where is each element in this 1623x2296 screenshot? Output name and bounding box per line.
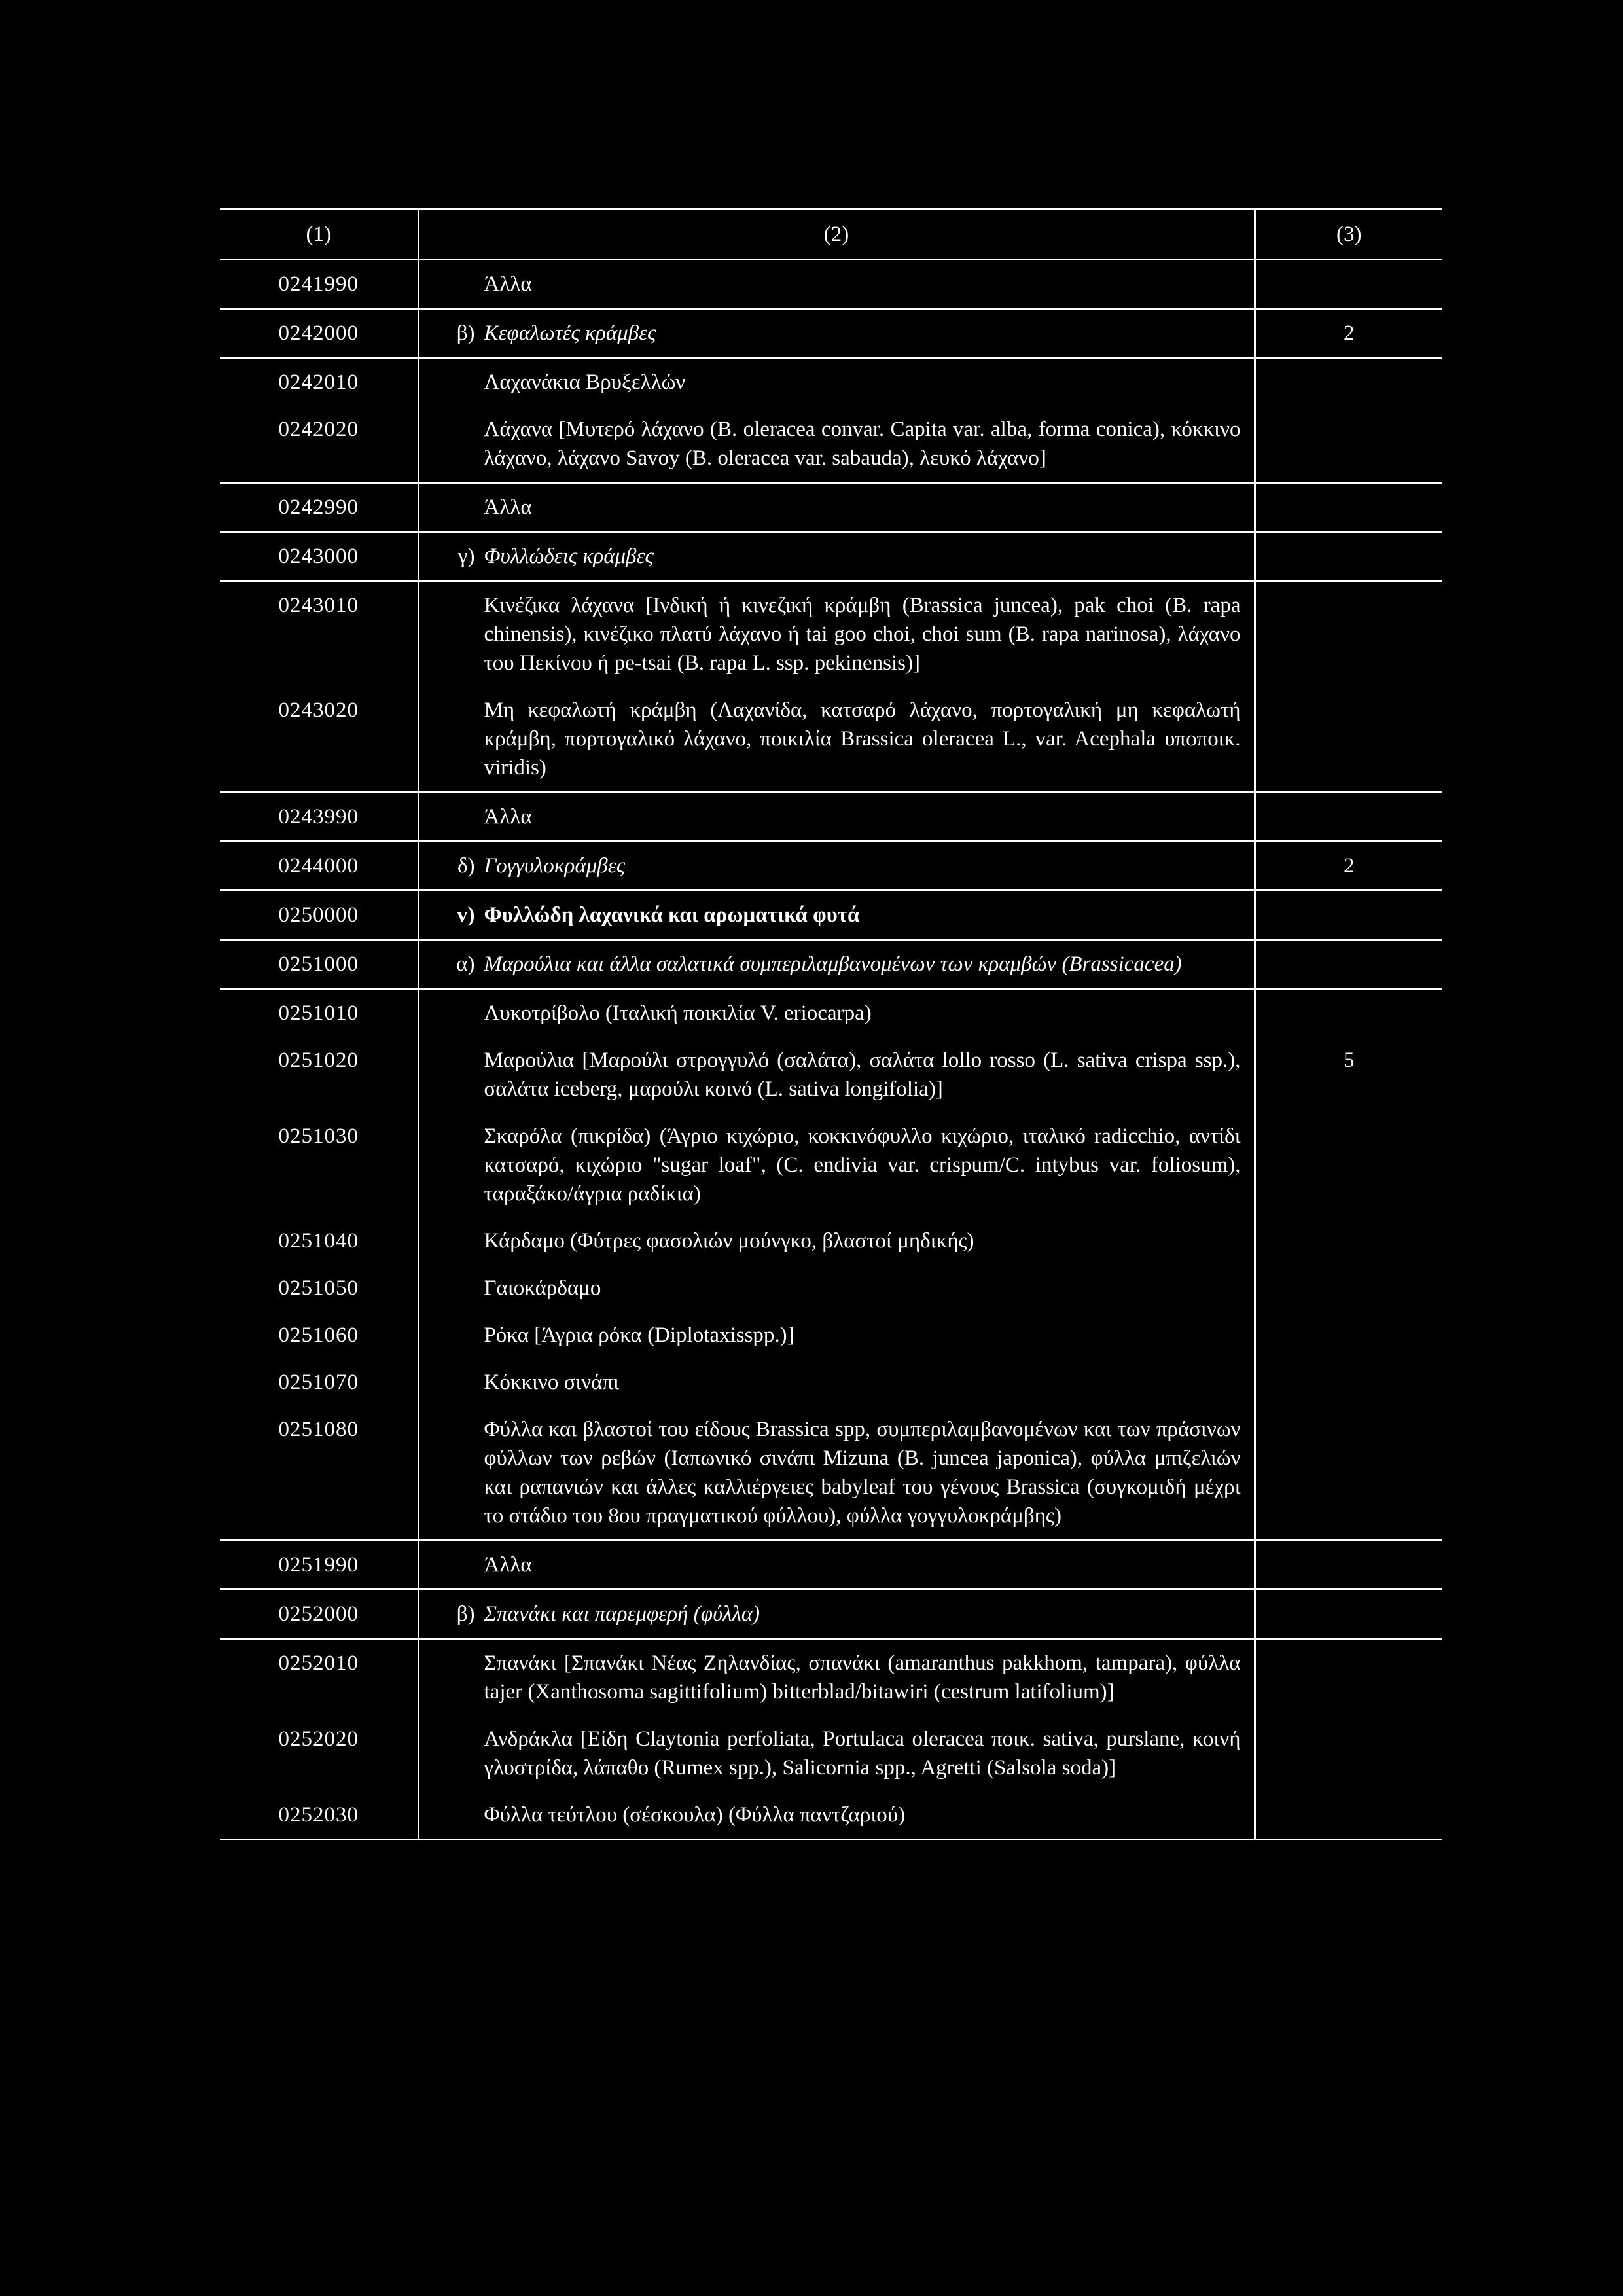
reference-number: 5 <box>1344 1049 1355 1072</box>
header-col-1: (1) <box>220 209 418 260</box>
reference-number <box>1255 1541 1442 1590</box>
product-description: Κόκκινο σινάπι <box>484 1371 620 1394</box>
item-marker: α) <box>456 952 475 976</box>
product-description-cell <box>418 1406 1255 1541</box>
reference-number <box>1255 1312 1442 1359</box>
table-row <box>220 483 1442 532</box>
table-row <box>220 1590 1442 1639</box>
product-description: Λαχανάκια Βρυξελλών <box>484 370 686 394</box>
product-code: 0242000 <box>220 309 418 358</box>
table-row <box>220 1113 1442 1217</box>
product-description: Λάχανα [Μυτερό λάχανο (B. oleracea convar. Capita var. alba, forma conica), κόκκινο λάχανο, λάχανο Savoy (B. oleracea var. sabauda), λευκό λάχανο] <box>484 418 1241 470</box>
table-row <box>220 1217 1442 1265</box>
reference-number <box>1255 581 1442 687</box>
reference-number <box>1255 1265 1442 1312</box>
item-marker <box>419 591 484 677</box>
table-row <box>220 687 1442 793</box>
reference-number <box>1255 940 1442 989</box>
product-description-cell <box>418 940 1255 989</box>
product-description: Σπανάκι και παρεμφερή (φύλλα) <box>484 1602 760 1626</box>
product-description: Φύλλα και βλαστοί του είδους Brassica spp, συμπεριλαμβανομένων και των πράσινων φύλλων των ρεβών (Ιαπωνικό σινάπι Mizuna (B. juncea japonica), φύλλα μπιζελιών και ραπανιών και άλλες καλλιέργειες babyleaf του γένους Brassica (συγκομιδή μέχρι το στάδιο του 8ου πραγματικού φύλλου), φύλλα γογγυλοκράμβης) <box>484 1418 1241 1528</box>
table-row <box>220 842 1442 891</box>
item-marker <box>419 493 484 522</box>
product-code: 0251060 <box>220 1312 418 1359</box>
reference-number <box>1255 532 1442 581</box>
item-marker <box>419 1046 484 1103</box>
table-row <box>220 1541 1442 1590</box>
product-code: 0252020 <box>220 1715 418 1791</box>
header-col-3: (3) <box>1255 209 1442 260</box>
table-row <box>220 1406 1442 1541</box>
reference-number <box>1255 989 1442 1037</box>
product-code: 0244000 <box>220 842 418 891</box>
product-code-table <box>220 208 1442 1840</box>
product-description-cell <box>418 793 1255 842</box>
product-description-cell <box>418 1541 1255 1590</box>
table-row <box>220 1037 1442 1113</box>
header-col-2: (2) <box>418 209 1255 260</box>
reference-number: 2 <box>1255 842 1442 891</box>
product-code: 0251000 <box>220 940 418 989</box>
product-description-cell <box>418 687 1255 793</box>
item-marker <box>419 1227 484 1255</box>
product-description: Μη κεφαλωτή κράμβη (Λαχανίδα, κατσαρό λάχανο, πορτογαλική μη κεφαλωτή κράμβη, πορτογαλικό λάχανο, ποικιλία Brassica oleracea L., var. Acephala υποποικ. viridis) <box>484 698 1241 780</box>
product-code: 0251070 <box>220 1359 418 1406</box>
product-code: 0251010 <box>220 989 418 1037</box>
product-description: Μαρούλια και άλλα σαλατικά συμπεριλαμβανομένων των κραμβών (Brassicacea) <box>484 952 1182 976</box>
table-row <box>220 532 1442 581</box>
reference-number <box>1255 260 1442 309</box>
product-code: 0241990 <box>220 260 418 309</box>
product-description-cell <box>418 260 1255 309</box>
product-code: 0251040 <box>220 1217 418 1265</box>
product-description-cell <box>418 581 1255 687</box>
table-row <box>220 260 1442 309</box>
item-marker <box>419 1122 484 1208</box>
item-marker: γ) <box>457 545 475 568</box>
item-marker <box>419 1725 484 1782</box>
reference-number <box>1255 358 1442 406</box>
product-code: 0251080 <box>220 1406 418 1541</box>
product-description-cell <box>418 989 1255 1037</box>
table-row <box>220 940 1442 989</box>
product-description-cell <box>418 1312 1255 1359</box>
product-code: 0242010 <box>220 358 418 406</box>
table-row <box>220 309 1442 358</box>
product-description-cell <box>418 483 1255 532</box>
product-description: Άλλα <box>484 495 532 519</box>
item-marker: β) <box>456 1602 475 1626</box>
product-description-cell <box>418 1791 1255 1840</box>
product-description-cell <box>418 358 1255 406</box>
product-code: 0251050 <box>220 1265 418 1312</box>
table-row <box>220 1639 1442 1716</box>
item-marker <box>419 1321 484 1350</box>
item-marker <box>419 270 484 298</box>
table-header-row <box>220 209 1442 260</box>
table-row <box>220 1265 1442 1312</box>
product-description-cell <box>418 1113 1255 1217</box>
item-marker <box>419 802 484 831</box>
product-description: Σπανάκι [Σπανάκι Νέας Ζηλανδίας, σπανάκι (amaranthus pakkhom, tampara), φύλλα tajer (Xanthosoma sagittifolium) bitterblad/bitawiri (cestrum latifolium)] <box>484 1651 1241 1704</box>
item-marker <box>419 1274 484 1302</box>
reference-number <box>1255 1715 1442 1791</box>
item-marker <box>419 1551 484 1579</box>
product-description: Γογγυλοκράμβες <box>484 854 626 878</box>
product-description-cell <box>418 1639 1255 1716</box>
item-marker <box>419 696 484 782</box>
product-code: 0251990 <box>220 1541 418 1590</box>
product-description: Άλλα <box>484 805 532 829</box>
product-description-cell <box>418 1265 1255 1312</box>
product-description: Φύλλα τεύτλου (σέσκουλα) (Φύλλα παντζαριού) <box>484 1803 906 1827</box>
product-description-cell <box>418 309 1255 358</box>
item-marker: β) <box>456 321 475 345</box>
reference-number <box>1255 687 1442 793</box>
product-description-cell <box>418 1715 1255 1791</box>
table-row <box>220 989 1442 1037</box>
reference-number <box>1255 1217 1442 1265</box>
product-description: Λυκοτρίβολο (Ιταλική ποικιλία V. eriocarpa) <box>484 1001 872 1025</box>
product-code: 0242020 <box>220 406 418 483</box>
product-description: Γαιοκάρδαμο <box>484 1276 601 1300</box>
table-row <box>220 358 1442 406</box>
product-description-cell <box>418 842 1255 891</box>
item-marker: v) <box>457 903 475 927</box>
product-code: 0252000 <box>220 1590 418 1639</box>
reference-number <box>1255 1406 1442 1541</box>
table-row <box>220 1359 1442 1406</box>
item-marker <box>419 999 484 1028</box>
table-row <box>220 793 1442 842</box>
item-marker <box>419 368 484 397</box>
product-code: 0252030 <box>220 1791 418 1840</box>
item-marker <box>419 1801 484 1829</box>
item-marker: δ) <box>457 854 475 878</box>
reference-number <box>1255 1359 1442 1406</box>
product-description-cell <box>418 1359 1255 1406</box>
table-row <box>220 406 1442 483</box>
reference-number <box>1255 793 1442 842</box>
product-description-cell <box>418 406 1255 483</box>
product-description: Μαρούλια [Μαρούλι στρογγυλό (σαλάτα), σαλάτα lollo rosso (L. sativa crispa ssp.), σαλάτα iceberg, μαρούλι κοινό (L. sativa longifolia)] <box>484 1049 1241 1101</box>
item-marker <box>419 1415 484 1530</box>
product-description: Φυλλώδη λαχανικά και αρωματικά φυτά <box>484 903 860 927</box>
table-row <box>220 891 1442 940</box>
product-description-cell <box>418 1590 1255 1639</box>
product-description-cell <box>418 532 1255 581</box>
product-code: 0251020 <box>220 1037 418 1113</box>
product-description-cell <box>418 1217 1255 1265</box>
reference-number: 2 <box>1255 309 1442 358</box>
product-description-cell <box>418 1037 1255 1113</box>
product-description: Φυλλώδεις κράμβες <box>484 545 654 568</box>
item-marker <box>419 415 484 473</box>
item-marker <box>419 1368 484 1397</box>
reference-number <box>1255 891 1442 940</box>
product-description: Κινέζικα λάχανα [Ινδική ή κινεζική κράμβη (Brassica juncea), pak choi (B. rapa chinensis), κινέζικο πλατύ λάχανο ή tai goo choi, choi sum (B. rapa narinosa), λάχανο του Πεκίνου ή pe-tsai (B. rapa L. ssp. pekinensis)] <box>484 594 1241 675</box>
item-marker <box>419 1649 484 1706</box>
product-description: Άλλα <box>484 1553 532 1577</box>
product-description: Κεφαλωτές κράμβες <box>484 321 656 345</box>
product-code: 0243990 <box>220 793 418 842</box>
reference-number <box>1255 406 1442 483</box>
product-description-cell <box>418 891 1255 940</box>
reference-number <box>1255 483 1442 532</box>
product-code: 0243000 <box>220 532 418 581</box>
product-code: 0242990 <box>220 483 418 532</box>
product-description: Κάρδαμο (Φύτρες φασολιών μούνγκο, βλαστοί μηδικής) <box>484 1229 974 1253</box>
reference-number <box>1255 1639 1442 1716</box>
product-code: 0243020 <box>220 687 418 793</box>
product-code: 0252010 <box>220 1639 418 1716</box>
reference-number <box>1255 1791 1442 1840</box>
product-description: Σκαρόλα (πικρίδα) (Άγριο κιχώριο, κοκκινόφυλλο κιχώριο, ιταλικό radicchio, αντίδι κατσαρό, κιχώριο "sugar loaf", (C. endivia var. crispum/C. intybus var. foliosum), ταραξάκο/άγρια ραδίκια) <box>484 1124 1241 1206</box>
product-description: Άλλα <box>484 272 532 296</box>
product-description: Ρόκα [Άγρια ρόκα (Diplotaxisspp.)] <box>484 1323 794 1347</box>
product-code: 0243010 <box>220 581 418 687</box>
table-row <box>220 581 1442 687</box>
product-description: Ανδράκλα [Είδη Claytonia perfoliata, Portulaca oleracea ποικ. sativa, purslane, κοινή γλυστρίδα, λάπαθο (Rumex spp.), Salicornia spp., Agretti (Salsola soda)] <box>484 1727 1241 1780</box>
table-row <box>220 1791 1442 1840</box>
reference-number <box>1255 1113 1442 1217</box>
product-code: 0251030 <box>220 1113 418 1217</box>
reference-number <box>1255 1590 1442 1639</box>
table-row <box>220 1312 1442 1359</box>
product-code: 0250000 <box>220 891 418 940</box>
table-row <box>220 1715 1442 1791</box>
